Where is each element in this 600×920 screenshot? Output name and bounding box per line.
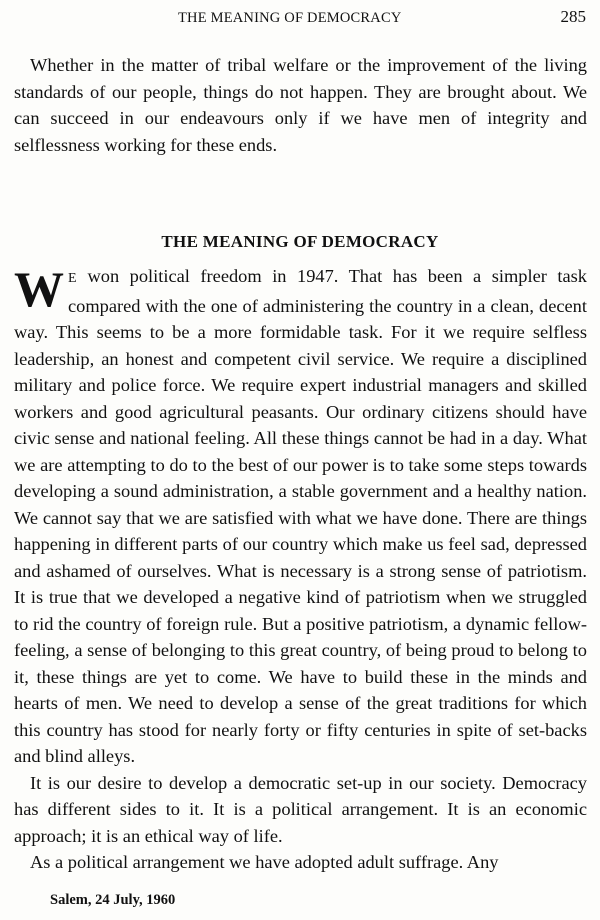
first-word-small-cap: E [68,271,77,286]
paragraph-3: As a political arrangement we have adopted adult suffrage. Any [30,852,499,872]
page-header [0,6,600,30]
paragraph-2: It is our desire to develop a democratic set-up in our society. Democracy has different sides to it. It is a political arrangement. It is an economic approach; it is an ethical way of life. [14,772,587,846]
intro-paragraph: Whether in the matter of tribal welfare or the improvement of the living standards of our people, things do not happen. They are brought about. We can succeed in our endeavours only if we have men of integrity and selflessness working for these ends. [14,55,587,155]
section-title: THE MEANING OF DEMOCRACY [161,232,439,251]
page-number: 285 [560,7,586,26]
intro-text [14,52,587,158]
paragraph-1-text: won political freedom in 1947. That has been a simpler task compared with the one of administering the country in a clean, decent way. This seems to be a more formidable task. For it we require selfless leadership, an honest and competent civil service. We require a disciplined military and police force. We require expert industrial managers and skilled workers and good agricultural peasants. Our ordinary citizens should have civic sense and national feeling. All these things cannot be had in a day. What we are attempting to do to the best of our power is to take some steps towards developing a sound administration, a stable government and a healthy nation. We cannot say that we are satisfied with what we have done. There are things happening in different parts of our country which make us feel sad, depressed and ashamed of ourselves. What is necessary is a strong sense of patriotism. It is true that we developed a negative kind of patriotism when we struggled to rid the country of foreign rule. But a positive patriotism, a dynamic fellow-feeling, a sense of belonging to this great country, of being proud to belong to it, these things are yet to come. We have to build these in the minds and hearts of men. We need to develop a sense of the great traditions for which this country has stood for nearly forty or fifty centuries in spite of set-backs and blind alleys. [14,266,587,766]
section-body [14,263,587,876]
footnote-date-place: Salem, 24 July, 1960 [50,892,176,908]
paragraph-1: W E won political freedom in 1947. That has been a simpler task compared with the one of administering the country in a clean, decent way. This seems to be a more formidable task. For it we require selfless leadership, an honest and competent civil service. We require a disciplined military and police force. We require expert industrial managers and skilled workers and good agricultural peasants. Our ordinary citizens should have civic sense and national feeling. All these things cannot be had in a day. What we are attempting to do to the best of our power is to take some steps towards developing a sound administration, a stable government and a healthy nation. We cannot say that we are satisfied with what we have done. There are things happening in different parts of our country which make us feel sad, depressed and ashamed of ourselves. What is necessary is a strong sense of patriotism. It is true that we developed a negative kind of patriotism when we struggled to rid the country of foreign rule. But a positive patriotism, a dynamic fellow-feeling, a sense of belonging to this great country, of being proud to belong to it, these things are yet to come. We have to build these in the minds and hearts of men. We need to develop a sense of the great traditions for which this country has stood for nearly forty or fifty centuries in spite of set-backs and blind alleys. [14,261,587,766]
running-head: THE MEANING OF DEMOCRACY [178,10,402,26]
